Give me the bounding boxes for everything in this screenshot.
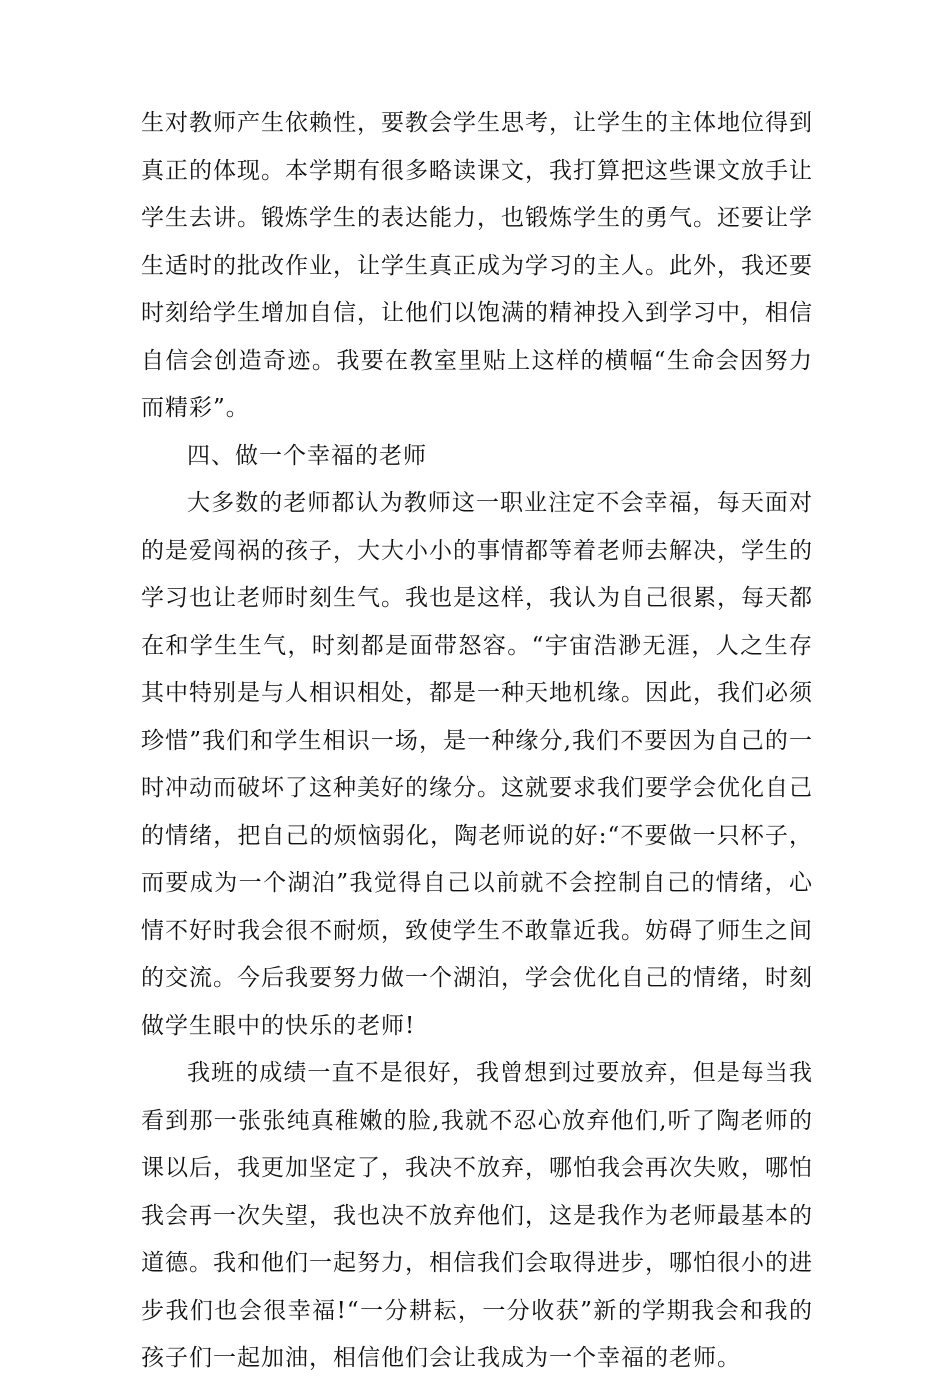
paragraph-continuation: 生对教师产生依赖性，要教会学生思考，让学生的主体地位得到真正的体现。本学期有很多略读课文，我打算把这些课文放手让学生去讲。锻炼学生的表达能力，也锻炼学生的勇气。还要让学生适时的批改作业，让学生真正成为学习的主人。此外，我还要时刻给学生增加自信，让他们以饱满的精神投入到学习中，相信自信会创造奇迹。我要在教室里贴上这样的横幅“生命会因努力而精彩”。 [141, 110, 813, 421]
section-heading: 四、做一个幸福的老师 [187, 442, 427, 469]
paragraph-happy-teacher: 大多数的老师都认为教师这一职业注定不会幸福，每天面对的是爱闯祸的孩子，大大小小的事情都等着老师去解决，学生的学习也让老师时刻生气。我也是这样，我认为自己很累，每天都在和学生生气，时刻都是面带怒容。“宇宙浩渺无涯，人之生存其中特别是与人相识相处，都是一种天地机缘。因此，我们必须珍惜”我们和学生相识一场，是一种缘分,我们不要因为自己的一时冲动而破坏了这种美好的缘分。这就要求我们要学会优化自己的情绪，把自己的烦恼弱化，陶老师说的好:“不要做一只杯子，而要成为一个湖泊”我觉得自己以前就不会控制自己的情绪，心情不好时我会很不耐烦，致使学生不敢靠近我。妨碍了师生之间的交流。今后我要努力做一个湖泊，学会优化自己的情绪，时刻做学生眼中的快乐的老师! [141, 490, 813, 1039]
document-body [141, 100, 813, 1383]
paragraph-class-results: 我班的成绩一直不是很好，我曾想到过要放弃，但是每当我看到那一张张纯真稚嫩的脸,我就不忍心放弃他们,听了陶老师的课以后，我更加坚定了，我决不放弃，哪怕我会再次失败，哪怕我会再一次失望，我也决不放弃他们，这是我作为老师最基本的道德。我和他们一起努力，相信我们会取得进步，哪怕很小的进步我们也会很幸福!“一分耕耘，一分收获”新的学期我会和我的孩子们一起加油，相信他们会让我成为一个幸福的老师。 [141, 1060, 813, 1371]
